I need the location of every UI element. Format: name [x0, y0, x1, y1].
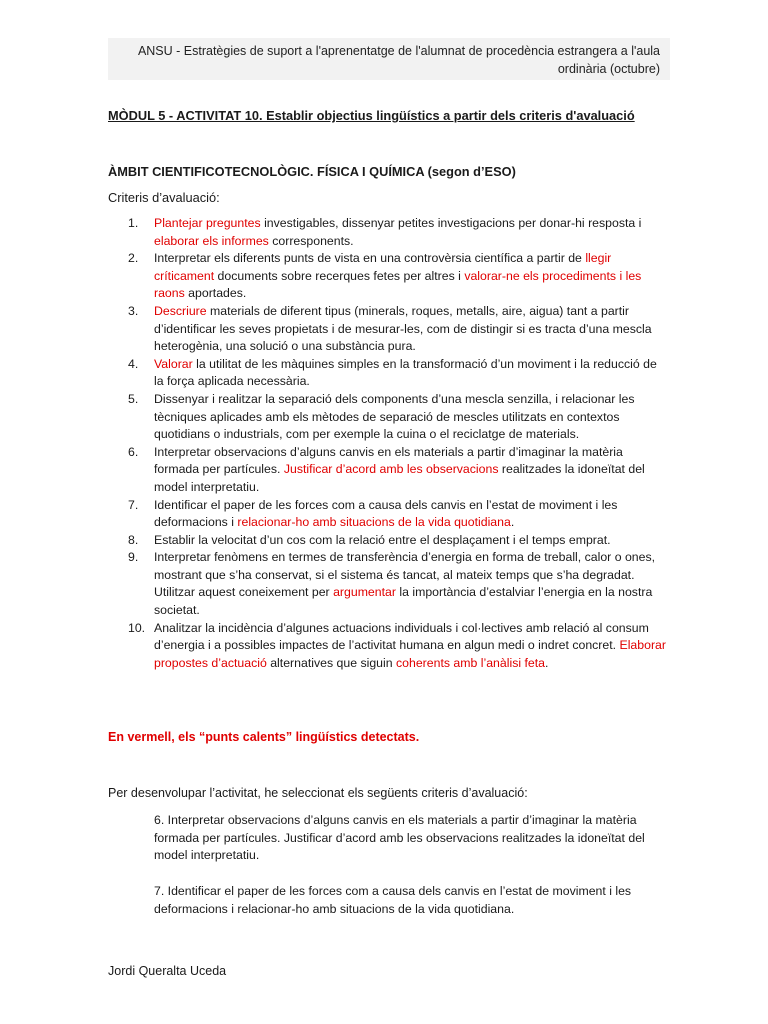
- criterion-text: investigables, dissenyar petites investigacions per donar-hi resposta i: [260, 216, 642, 230]
- criterion-text: .: [545, 655, 549, 670]
- criterion-text: Analitzar la incidència d’algunes actuacions individuals i col·lectives amb relació al consum d’energia i a possibles impactes de l’activitat humana en algun medi o indret concret.: [154, 620, 649, 653]
- criterion-item: [108, 356, 668, 391]
- linguistic-hotspot: Elaborar propostes d’actuació: [154, 638, 666, 670]
- header-line-2: ordinària (octubre): [557, 62, 660, 76]
- criterion-number: 7.: [128, 497, 139, 512]
- criterion-number: 2.: [128, 251, 139, 266]
- criterion-text: Establir la velocitat d’un cos com la relació entre el desplaçament i el temps emprat.: [154, 532, 611, 547]
- selection-intro: Per desenvolupar l’activitat, he seleccionat els següents criteris d’avaluació:: [108, 786, 528, 800]
- criteria-label: Criteris d’avaluació:: [108, 190, 220, 205]
- document-title: MÒDUL 5 - ACTIVITAT 10. Establir objectius lingüístics a partir dels criteris d'avaluació: [108, 108, 635, 123]
- criterion-text: documents sobre recerques fetes per altres i: [214, 268, 465, 283]
- selected-criterion-6: 6. Interpretar observacions d’alguns canvis en els materials a partir d’imaginar la matèria formada per partícules. Justificar d’acord amb les observacions realitzades la idoneïtat del model interpretatiu.: [154, 813, 645, 863]
- linguistic-hotspot: Descriure: [154, 303, 207, 318]
- criterion-item: [108, 215, 668, 250]
- criterion-text: .: [510, 515, 515, 530]
- criterion-text: Identificar el paper de les forces com a causa dels canvis en l’estat de moviment i les deformacions i: [154, 497, 618, 530]
- criterion-number: 1.: [128, 216, 139, 230]
- criterion-item: [108, 549, 668, 619]
- author-footer: Jordi Queralta Uceda: [108, 964, 227, 978]
- criterion-number: 10.: [128, 620, 146, 635]
- criteria-list: [108, 215, 668, 672]
- criterion-text: Interpretar observacions d’alguns canvis en els materials a partir d’imaginar la matèria formada per partícules.: [154, 444, 623, 477]
- linguistic-hotspot: Valorar: [154, 356, 193, 371]
- legend-note: En vermell, els “punts calents” lingüístics detectats.: [108, 730, 420, 744]
- criterion-item: [108, 620, 668, 673]
- criterion-item: [108, 250, 668, 303]
- linguistic-hotspot: llegir críticament: [154, 251, 612, 283]
- criterion-text: Interpretar els diferents punts de vista en una controvèrsia científica a partir de: [154, 251, 586, 266]
- selected-criterion-7: 7. Identificar el paper de les forces com a causa dels canvis en l’estat de moviment i les deformacions i relacionar-ho amb situacions de la vida quotidiana.: [154, 884, 632, 916]
- linguistic-hotspot: Plantejar preguntes: [154, 216, 261, 230]
- linguistic-hotspot: relacionar-ho amb situacions de la vida quotidiana: [237, 515, 511, 530]
- linguistic-hotspot: Justificar d’acord amb les observacions: [283, 462, 499, 477]
- criterion-number: 4.: [128, 356, 139, 371]
- page-header: [108, 38, 670, 80]
- criterion-item: [108, 444, 668, 497]
- criterion-text: la utilitat de les màquines simples en la transformació d’un moviment i la reducció de la força aplicada necessària.: [154, 356, 657, 389]
- criterion-text: corresponents.: [268, 233, 354, 248]
- criterion-item: [108, 532, 668, 550]
- criterion-text: realitzades la idoneïtat del model interpretatiu.: [154, 462, 645, 494]
- criterion-text: alternatives que siguin: [266, 655, 396, 670]
- criterion-number: 5.: [128, 391, 139, 406]
- criterion-number: 9.: [128, 550, 139, 565]
- criterion-item: [108, 303, 668, 356]
- criterion-text: la importància d’estalviar l’energia en la nostra societat.: [154, 585, 653, 618]
- linguistic-hotspot: valorar-ne els procediments i les raons: [154, 268, 642, 301]
- criterion-number: 3.: [128, 303, 139, 318]
- criterion-text: aportades.: [184, 286, 247, 301]
- criterion-text: Interpretar fenòmens en termes de transferència d’energia en forma de treball, calor o ones, mostrant que s’ha conservat, si el sistema és tancat, al mateix temps que s’ha degradat. Utilitzar aquest coneixement per: [154, 550, 656, 600]
- linguistic-hotspot: argumentar: [333, 585, 396, 600]
- criterion-number: 6.: [128, 444, 139, 459]
- criterion-text: Dissenyar i realitzar la separació dels components d’una mescla senzilla, i relacionar les tècniques aplicades amb els mètodes de separació de mescles utilitzats en contextos quotidians o industrials, com per exemple la cuina o el reciclatge de materials.: [154, 391, 635, 442]
- criterion-item: [108, 497, 668, 532]
- linguistic-hotspot: coherents amb l’anàlisi feta: [396, 655, 546, 670]
- header-line-1: ANSU - Estratègies de suport a l'aprenentatge de l'alumnat de procedència estrangera a l'aula: [137, 44, 660, 58]
- criterion-item: [108, 391, 668, 444]
- section-heading: ÀMBIT CIENTIFICOTECNOLÒGIC. FÍSICA I QUÍMICA (segon d’ESO): [108, 164, 516, 179]
- linguistic-hotspot: elaborar els informes: [154, 233, 269, 248]
- criterion-text: materials de diferent tipus (minerals, roques, metalls, aire, aigua) tant a partir d’identificar les seves propietats i de mesurar-les, com de distingir si es tracta d’una mescla heterogènia, una solució o una substància pura.: [154, 303, 652, 354]
- criterion-number: 8.: [128, 532, 139, 547]
